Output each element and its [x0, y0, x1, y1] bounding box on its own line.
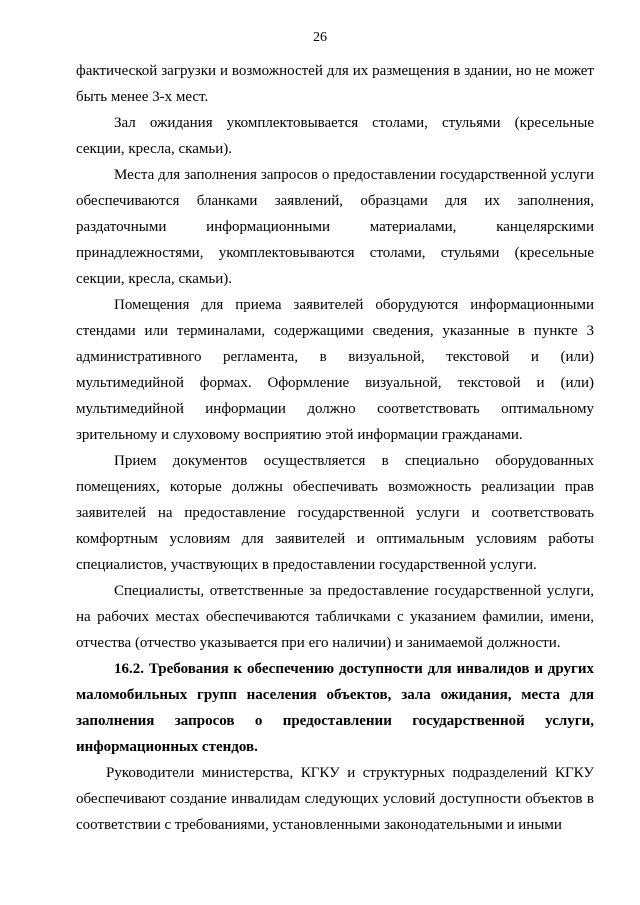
paragraph-1: фактической загрузки и возможностей для их размещения в здании, но не может быть менее 3-х мест. — [76, 63, 594, 105]
paragraph-3: Места для заполнения запросов о предоставлении государственной услуги обеспечиваются бланками заявлений, образцами для их заполнения, раздаточными информационными материалами, канцелярскими принадлежностями, укомплектовываются столами, стульями (кресельные секции, кресла, скамьи). — [76, 167, 594, 287]
section-heading: 16.2. Требования к обеспечению доступности для инвалидов и других маломобильных групп населения объектов, зала ожидания, места для заполнения запросов о предоставлении государственной услуги, информационных стендов. — [76, 661, 594, 755]
paragraph-7: Руководители министерства, КГКУ и структурных подразделений КГКУ обеспечивают создание инвалидам следующих условий доступности объектов в соответствии с требованиями, установленными законодательными и иными — [76, 765, 594, 833]
paragraph-6: Специалисты, ответственные за предоставление государственной услуги, на рабочих местах обеспечиваются табличками с указанием фамилии, имени, отчества (отчество указывается при его наличии) и занимаемой должности. — [76, 583, 594, 651]
paragraph-4: Помещения для приема заявителей оборудуются информационными стендами или терминалами, содержащими сведения, указанные в пункте 3 административного регламента, в визуальной, текстовой и (или) мультимедийной формах. Оформление визуальной, текстовой и (или) мультимедийной информации должно соответствовать оптимальному зрительному и слуховому восприятию этой информации гражданами. — [76, 297, 594, 443]
paragraph-5: Прием документов осуществляется в специально оборудованных помещениях, которые должны обеспечивать возможность реализации прав заявителей на предоставление государственной услуги и соответствовать комфортным условиям для заявителей и оптимальным условиям работы специалистов, участвующих в предоставлении государственной услуги. — [76, 453, 594, 573]
document-body — [76, 58, 594, 838]
paragraph-2: Зал ожидания укомплектовывается столами, стульями (кресельные секции, кресла, скамьи). — [76, 115, 594, 157]
page-number: 26 — [313, 30, 327, 45]
